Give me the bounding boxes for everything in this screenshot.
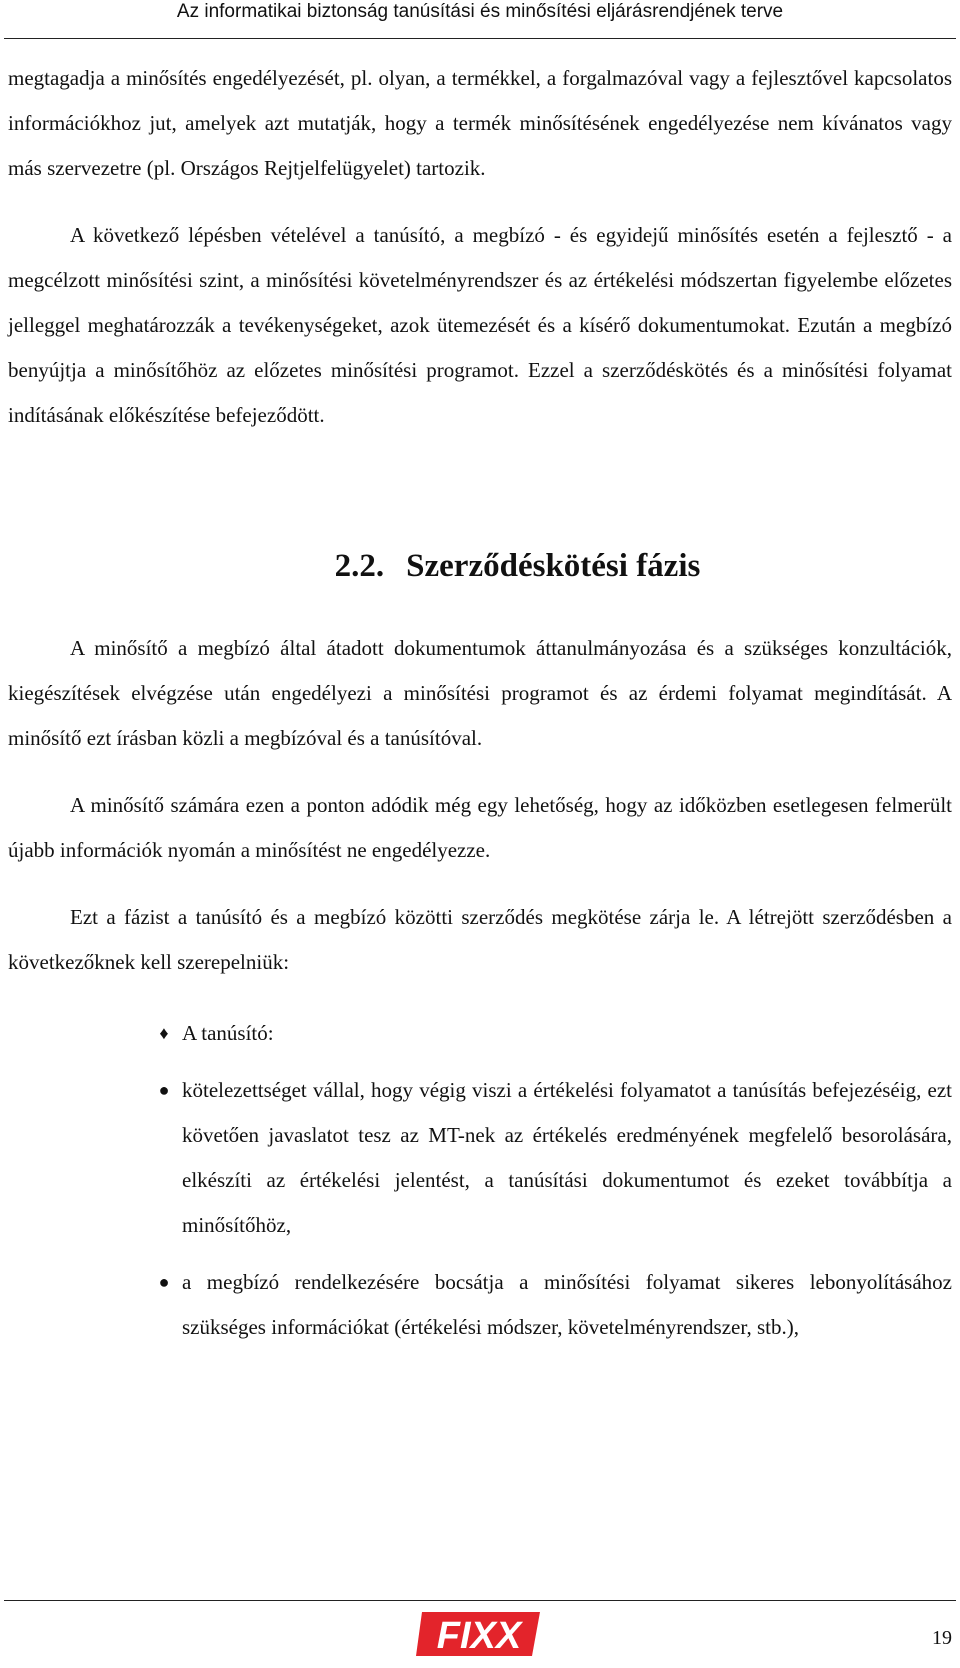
- dot-bullet-icon: ●: [158, 1080, 170, 1100]
- header-title: Az informatikai biztonság tanúsítási és minősítési eljárásrendjének terve: [176, 1, 784, 22]
- paragraph-approval: A minősítő a megbízó által átadott dokumentumok áttanulmányozása és a szükséges konzultációk, kiegészítések elvégzése után engedélyezi a minősítési programot és az érdemi folyamat megindítását. A minősítő ezt írásban közli a megbízóval és a tanúsítóval.: [8, 636, 952, 750]
- section-title: Szerződéskötési fázis: [406, 548, 701, 584]
- page-header: [0, 0, 960, 40]
- page-number: 19: [932, 1627, 952, 1649]
- diamond-bullet-icon: ♦: [159, 1023, 169, 1043]
- document-body: [8, 56, 952, 1350]
- paragraph-continuation: megtagadja a minősítés engedélyezését, pl. olyan, a termékkel, a forgalmazóval vagy a fejlesztővel kapcsolatos információkhoz jut, amelyek azt mutatják, hogy a termék minősítésének engedélyezése nem kívánatos vagy más szervezetre (pl. Országos Rejtjelfelügyelet) tartozik.: [8, 66, 952, 180]
- section-heading: [8, 546, 952, 586]
- footer-divider: [4, 1600, 956, 1601]
- list-item-text: kötelezettséget vállal, hogy végig viszi a értékelési folyamatot a tanúsítás befejezéséig, ezt követően javaslatot tesz az MT-nek az értékelés eredményének megfelelő besorolására, elkészíti az értékelési jelentést, a tanúsítási dokumentumot és ezeket továbbítja a minősítőhöz,: [182, 1078, 952, 1237]
- list-item-text: a megbízó rendelkezésére bocsátja a minősítési folyamat sikeres lebonyolításához szükséges információkat (értékelési módszer, követelményrendszer, stb.),: [182, 1270, 952, 1339]
- logo-text: FIXX: [436, 1615, 522, 1657]
- list-item: [0, 1011, 952, 1056]
- paragraph-next-step: A következő lépésben vételével a tanúsító, a megbízó - és egyidejű minősítés esetén a fejlesztő - a megcélzott minősítési szint, a minősítési követelményrendszer és az értékelési módszertan figyelembe előzetes jelleggel meghatározzák a tevékenységeket, azok ütemezését és a kísérő dokumentumokat. Ezután a megbízó benyújtja a minősítőhöz az előzetes minősítési programot. Ezzel a szerződéskötés és a minősítési folyamat indításának előkészítése befejeződött.: [8, 223, 952, 427]
- header-divider: [4, 38, 956, 39]
- paragraph-option: A minősítő számára ezen a ponton adódik még egy lehetőség, hogy az időközben esetlegesen felmerült újabb információk nyomán a minősítést ne engedélyezze.: [8, 793, 952, 862]
- fixx-logo: [416, 1610, 542, 1658]
- list-item: [0, 1068, 952, 1248]
- list-item: [0, 1260, 952, 1350]
- dot-bullet-icon: ●: [158, 1272, 170, 1292]
- contract-requirements-list: [8, 1011, 952, 1350]
- list-item-text: A tanúsító:: [182, 1021, 274, 1045]
- section-number: 2.2.: [334, 548, 385, 584]
- paragraph-contract: Ezt a fázist a tanúsító és a megbízó közötti szerződés megkötése zárja le. A létrejött szerződésben a következőknek kell szerepelniük:: [8, 905, 952, 974]
